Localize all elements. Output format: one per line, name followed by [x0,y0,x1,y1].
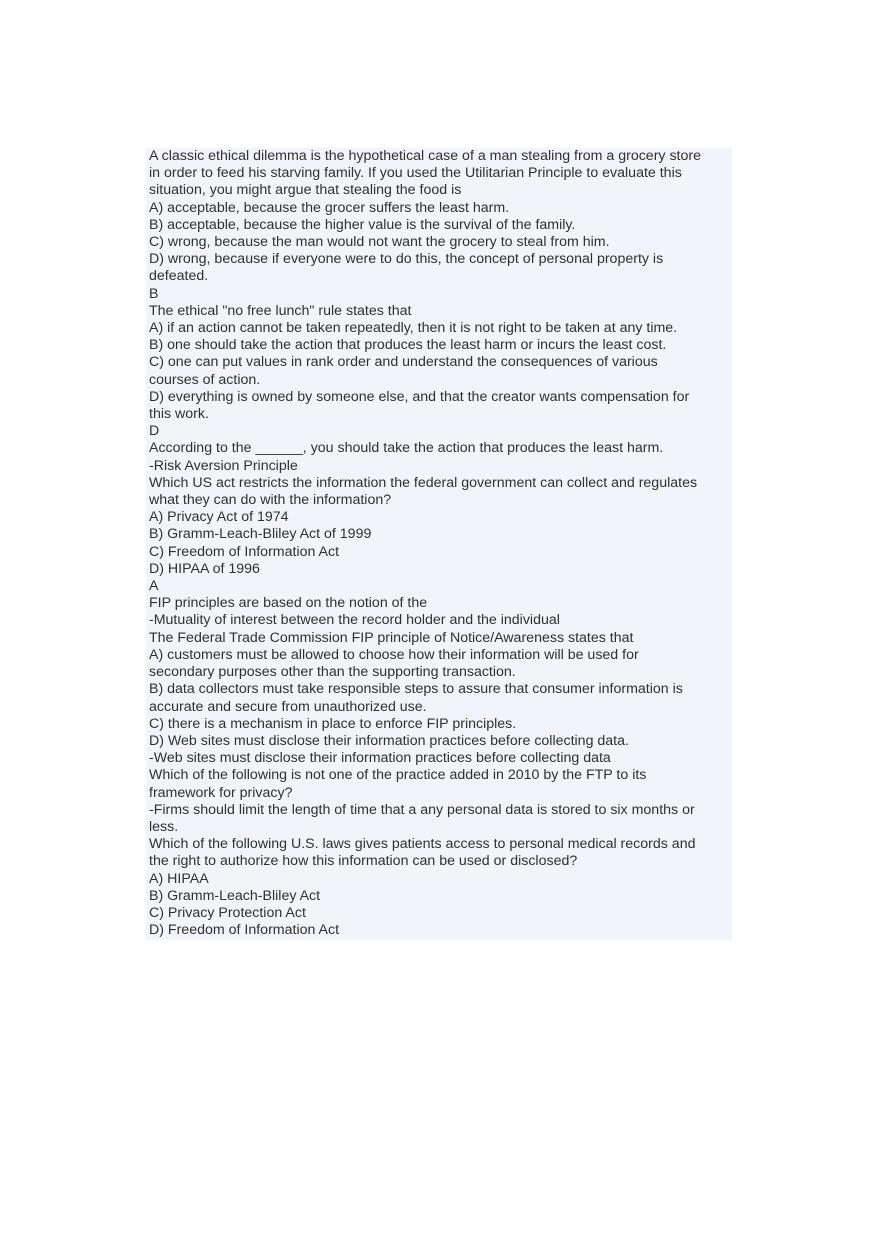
text-line: Which US act restricts the information the federal government can collect and regulates [149,474,698,491]
text-line: A) HIPAA [149,870,209,887]
text-line: B [149,285,159,302]
text-line: situation, you might argue that stealing the food is [149,182,462,199]
text-line: D) wrong, because if everyone were to do this, the concept of personal property is [149,251,664,268]
text-line: this work. [149,406,209,423]
text-line: courses of action. [149,371,261,388]
text-line: The Federal Trade Commission FIP principle of Notice/Awareness states that [149,629,634,646]
text-line: in order to feed his starving family. If you used the Utilitarian Principle to evaluate this [149,165,682,182]
text-line: B) data collectors must take responsible steps to assure that consumer information is [149,681,683,698]
text-line: C) there is a mechanism in place to enforce FIP principles. [149,715,517,732]
text-line: the right to authorize how this information can be used or disclosed? [149,853,578,870]
text-line: A) if an action cannot be taken repeatedly, then it is not right to be taken at any time. [149,320,678,337]
text-line: C) Freedom of Information Act [149,543,340,560]
text-line: -Web sites must disclose their information practices before collecting data [149,750,611,767]
text-line: framework for privacy? [149,784,293,801]
text-line: The ethical "no free lunch" rule states that [149,302,412,319]
text-line: less. [149,818,179,835]
text-line: -Firms should limit the length of time that a any personal data is stored to six months or [149,801,695,818]
text-line: D) Web sites must disclose their information practices before collecting data. [149,732,629,749]
text-line: B) Gramm-Leach-Bliley Act [149,887,321,904]
text-line: secondary purposes other than the supporting transaction. [149,664,516,681]
text-line: defeated. [149,268,209,285]
text-line: According to the ______, you should take the action that produces the least harm. [149,440,664,457]
text-line: Which of the following is not one of the practice added in 2010 by the FTP to its [149,767,647,784]
text-line: -Risk Aversion Principle [149,457,298,474]
document-text-block [146,148,732,940]
text-line: Which of the following U.S. laws gives patients access to personal medical records and [149,836,696,853]
text-line: A [149,578,159,595]
text-line: C) wrong, because the man would not want the grocery to steal from him. [149,234,610,251]
text-line: D) everything is owned by someone else, and that the creator wants compensation for [149,388,690,405]
text-line: D [149,423,160,440]
text-line: B) Gramm-Leach-Bliley Act of 1999 [149,526,372,543]
text-line: B) one should take the action that produces the least harm or incurs the least cost. [149,337,667,354]
text-line: FIP principles are based on the notion of the [149,595,428,612]
text-line: D) HIPAA of 1996 [149,560,260,577]
text-line: B) acceptable, because the higher value is the survival of the family. [149,216,576,233]
text-line: what they can do with the information? [149,492,392,509]
text-line: C) Privacy Protection Act [149,904,306,921]
text-line: A) Privacy Act of 1974 [149,509,289,526]
text-line: D) Freedom of Information Act [149,922,340,939]
text-line: -Mutuality of interest between the record holder and the individual [149,612,560,629]
text-line: accurate and secure from unauthorized use. [149,698,427,715]
text-line: C) one can put values in rank order and understand the consequences of various [149,354,658,371]
text-line: A) customers must be allowed to choose how their information will be used for [149,646,639,663]
text-line: A classic ethical dilemma is the hypothetical case of a man stealing from a grocery store [149,148,701,164]
text-line: A) acceptable, because the grocer suffers the least harm. [149,199,510,216]
